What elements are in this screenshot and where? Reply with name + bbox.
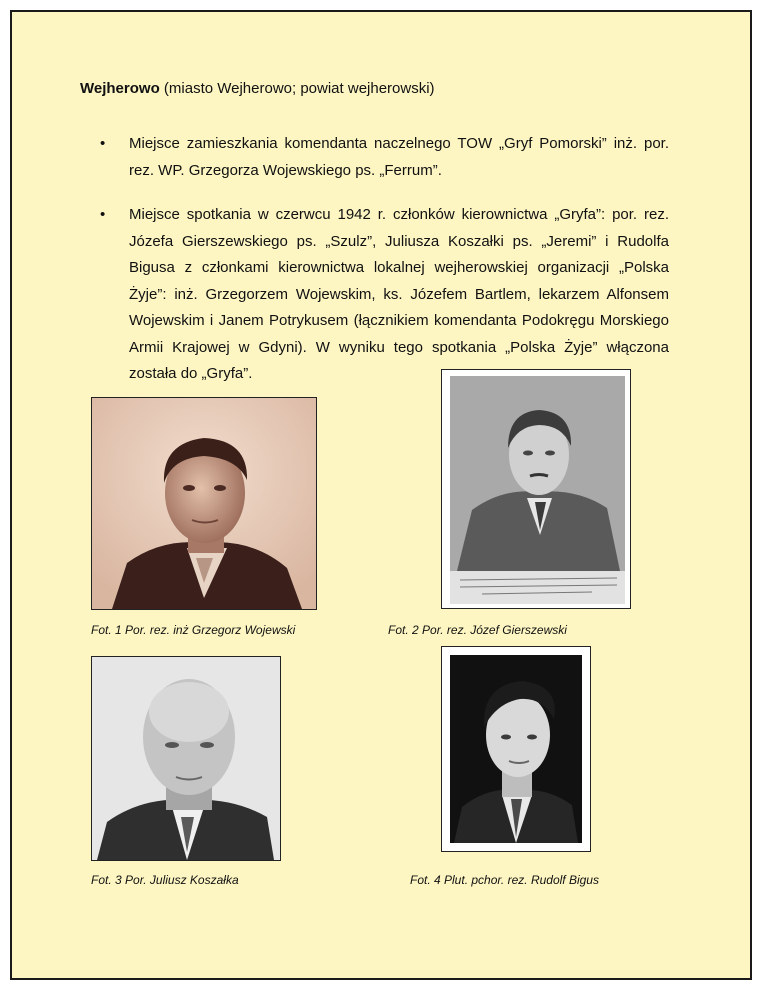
bullet-symbol: • bbox=[100, 135, 106, 152]
photo-caption-2: Fot. 2 Por. rez. Józef Gierszewski bbox=[388, 623, 567, 637]
portrait-image bbox=[442, 370, 630, 608]
photo-wojewski bbox=[91, 397, 317, 610]
photo-caption-4: Fot. 4 Plut. pchor. rez. Rudolf Bigus bbox=[410, 873, 599, 887]
photo-caption-1: Fot. 1 Por. rez. inż Grzegorz Wojewski bbox=[91, 623, 296, 637]
photo-caption-3: Fot. 3 Por. Juliusz Koszałka bbox=[91, 873, 239, 887]
portrait-image bbox=[92, 657, 280, 860]
portrait-image bbox=[442, 647, 590, 851]
section-heading bbox=[80, 80, 435, 97]
bullet-item-residence: Miejsce zamieszkania komendanta naczelnego TOW „Gryf Pomorski” inż. por. rez. WP. Grzegorza Wojewskiego ps. „Ferrum”. bbox=[129, 135, 669, 179]
heading-detail: (miasto Wejherowo; powiat wejherowski) bbox=[159, 80, 435, 97]
photo-gierszewski bbox=[441, 369, 631, 609]
bullet-symbol: • bbox=[100, 206, 106, 223]
portrait-image bbox=[92, 398, 316, 609]
bullet-item-meeting: Miejsce spotkania w czerwcu 1942 r. członków kierownictwa „Gryfa”: por. rez. Józefa Gierszewskiego ps. „Szulz”, Juliusza Koszałki ps. „Jeremi” i Rudolfa Bigusa z członkami kierownictwa lokalnej wejherowskiej organizacji „Polska Żyje”: inż. Grzegorzem Wojewskim, ks. Józefem Bartlem, lekarzem Alfonsem Wojewskim i Janem Potrykusem (łącznikiem komendanta Podokręgu Morskiego Armii Krajowej w Gdyni). W wyniku tego spotkania „Polska Żyje” włączona została do „Gryfa”. bbox=[129, 206, 669, 382]
heading-place: Wejherowo bbox=[80, 80, 160, 97]
photo-bigus bbox=[441, 646, 591, 852]
photo-koszalka bbox=[91, 656, 281, 861]
